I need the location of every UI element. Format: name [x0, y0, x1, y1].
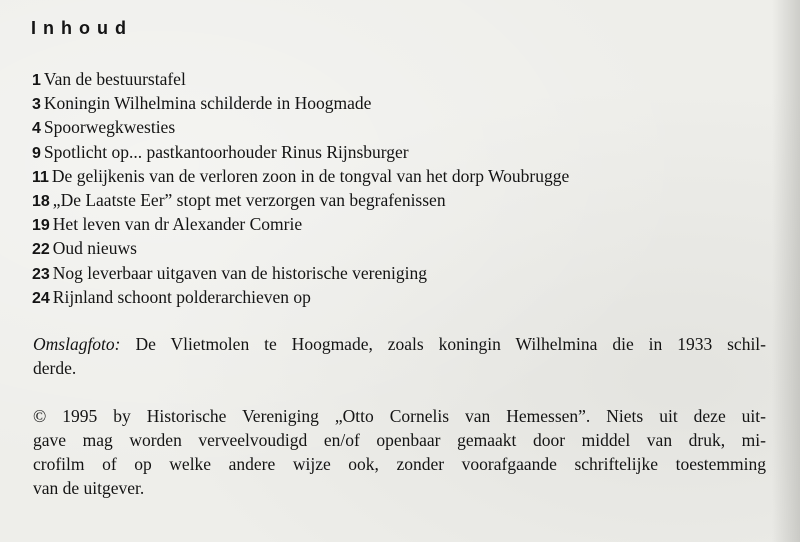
caption-text: De Vlietmolen te Hoogmade, zoals koningin Wilhelmina die in 1933 schil-	[135, 334, 766, 354]
caption-label: Omslagfoto:	[33, 334, 121, 354]
caption-line: derde.	[33, 358, 77, 378]
toc-title: Oud nieuws	[52, 238, 137, 259]
toc-entry	[32, 115, 569, 139]
toc-title: Van de bestuurstafel	[43, 69, 186, 89]
copyright-line: crofilm of op welke andere wijze ook, zonder voorafgaande schriftelijke toestemming	[33, 454, 766, 474]
toc-page-number: 22	[32, 241, 50, 259]
toc-title: Spotlicht op... pastkantoorhouder Rinus Rijnsburger	[43, 141, 409, 162]
toc-page-number: 4	[32, 120, 41, 138]
copyright-line: gave mag worden verveelvoudigd en/of openbaar gemaakt door middel van druk, mi-	[33, 430, 766, 450]
toc-entry	[32, 285, 569, 309]
page-edge-shadow	[772, 0, 800, 542]
toc-title: Het leven van dr Alexander Comrie	[52, 214, 303, 235]
toc-page-number: 9	[32, 144, 41, 162]
toc-title: De gelijkenis van de verloren zoon in de tongval van het dorp Woubrugge	[51, 165, 570, 186]
copyright-line: © 1995 by Historische Vereniging „Otto Cornelis van Hemessen”. Niets uit deze uit-	[33, 406, 766, 426]
page-heading: Inhoud	[31, 18, 133, 38]
copyright-notice	[33, 404, 766, 500]
toc-entry	[32, 212, 569, 236]
toc-entry	[32, 91, 569, 115]
toc-title: Nog leverbaar uitgaven van de historische vereniging	[52, 262, 427, 283]
copyright-line: van de uitgever.	[33, 478, 145, 498]
toc-entry	[32, 188, 569, 212]
table-of-contents	[32, 67, 569, 309]
toc-page-number: 18	[32, 192, 50, 210]
toc-page-number: 23	[32, 265, 50, 283]
toc-entry	[32, 236, 569, 260]
toc-title: Koningin Wilhelmina schilderde in Hoogmade	[43, 93, 372, 114]
cover-photo-caption	[33, 332, 766, 380]
toc-page-number: 1	[32, 72, 41, 89]
toc-page-number: 11	[32, 168, 49, 186]
toc-title: Rijnland schoont polderarchieven op	[52, 286, 311, 307]
toc-entry	[32, 140, 569, 164]
toc-title: „De Laatste Eer” stopt met verzorgen van begrafenissen	[52, 189, 446, 210]
toc-entry	[32, 164, 569, 188]
toc-page-number: 3	[32, 96, 41, 114]
toc-title: Spoorwegkwesties	[43, 117, 176, 138]
caption-line	[33, 332, 766, 356]
toc-entry	[32, 67, 569, 91]
toc-entry	[32, 261, 569, 285]
toc-page-number: 19	[32, 217, 50, 235]
toc-page-number: 24	[32, 289, 50, 307]
